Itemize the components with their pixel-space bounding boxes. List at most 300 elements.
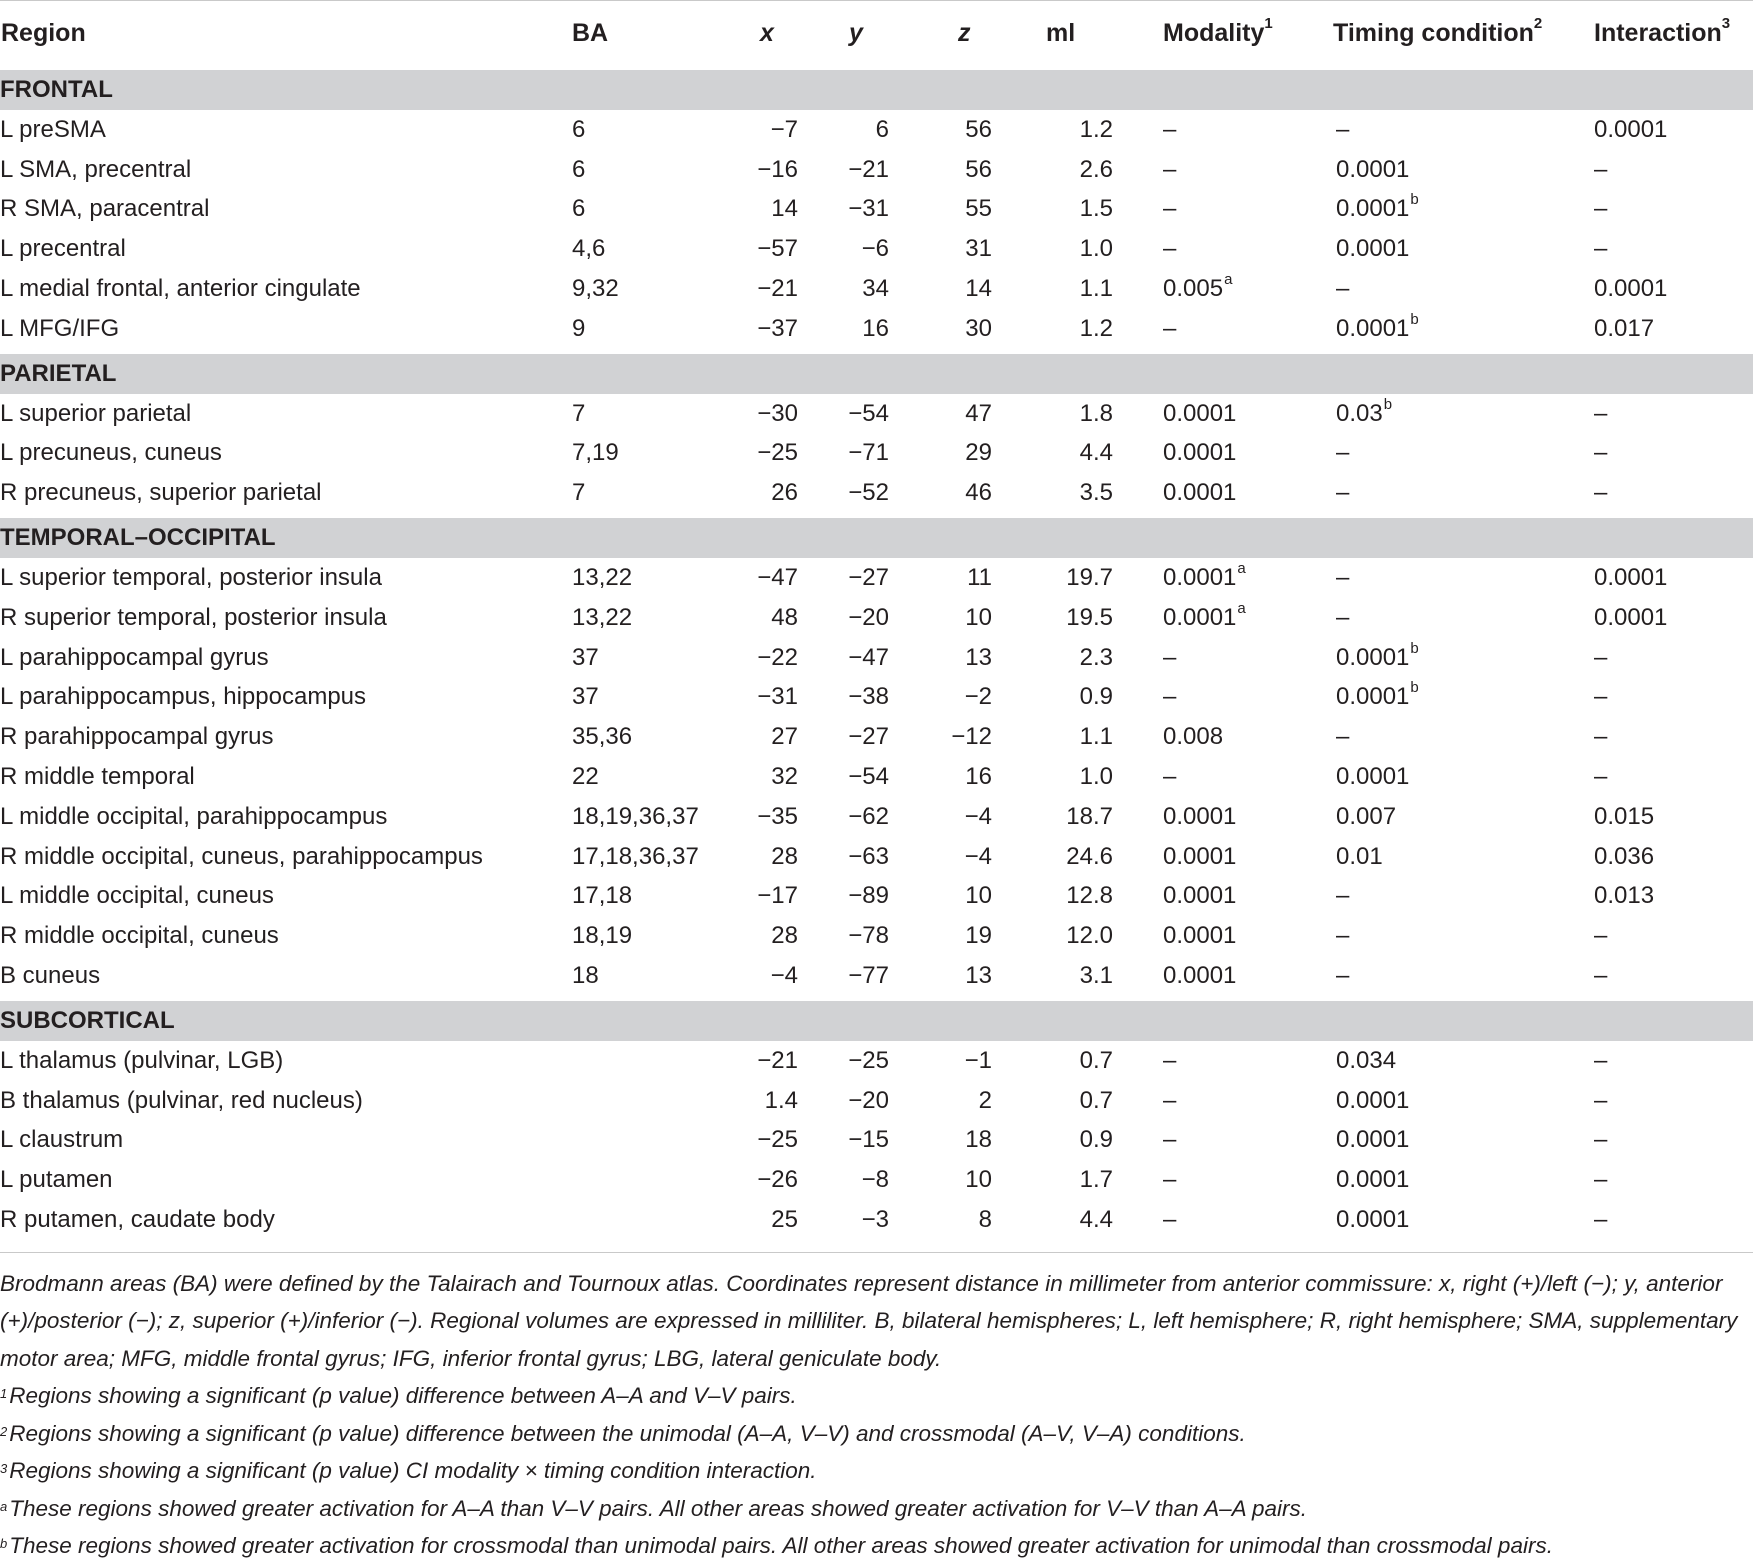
- cell-x: 25: [771, 1206, 798, 1234]
- cell-modality-value: –: [1163, 1086, 1177, 1114]
- cell-z: 14: [965, 275, 992, 303]
- cell-modality-value: 0.0001: [1163, 882, 1237, 910]
- cell-modality: [1146, 190, 1316, 230]
- cell-x: −26: [757, 1166, 798, 1194]
- cell-region: L SMA, precentral: [0, 155, 192, 183]
- cell-timing-value: –: [1336, 603, 1350, 631]
- cell-region: R precuneus, superior parietal: [0, 479, 322, 507]
- cell-ml: 1.7: [1079, 1166, 1113, 1194]
- table-body: [0, 65, 1753, 1240]
- cell-timing: [1316, 678, 1591, 718]
- cell-ba: 6: [572, 195, 586, 223]
- cell-x: 28: [771, 842, 798, 870]
- cell-z: 47: [965, 399, 992, 427]
- cell-timing-footnote-mark: b: [1383, 395, 1393, 413]
- cell-interaction: –: [1594, 1086, 1608, 1114]
- footnote: [0, 1452, 1753, 1490]
- cell-ba: [572, 1041, 722, 1081]
- cell-timing-value: –: [1336, 962, 1350, 990]
- cell-timing-value: 0.0001: [1336, 155, 1410, 183]
- cell-z: 18: [965, 1126, 992, 1154]
- cell-interaction: –: [1594, 763, 1608, 791]
- cell-modality-footnote-mark: a: [1224, 271, 1233, 289]
- cell-modality-value: 0.008: [1163, 723, 1224, 751]
- notes-intro: Brodmann areas (BA) were defined by the Talairach and Tournoux atlas. Coordinates represent distance in millimeter from anterior commissure: x, right (+)/left (−); y, anterior (+)/posterior (−); z, superior (+)/inferior (−). Regional volumes are expressed in milliliter. B, bilateral hemispheres; L, left hemisphere; R, right hemisphere; SMA, supplementary motor area; MFG, middle frontal gyrus; IFG, inferior frontal gyrus; LBG, lateral geniculate body.: [0, 1270, 1738, 1371]
- cell-y: −78: [848, 922, 889, 950]
- cell-modality: [1146, 598, 1316, 638]
- footnote: [0, 1527, 1753, 1565]
- cell-timing-value: 0.0001: [1336, 763, 1410, 791]
- cell-z: 30: [965, 314, 992, 342]
- cell-y: −38: [848, 683, 889, 711]
- cell-timing-value: 0.0001: [1336, 643, 1410, 671]
- cell-ba: 7,19: [572, 439, 619, 467]
- cell-x: −22: [757, 643, 798, 671]
- section-header-row: [0, 70, 1753, 110]
- cell-x: 1.4: [764, 1086, 798, 1114]
- cell-z: −4: [964, 842, 992, 870]
- table-row: [0, 797, 1753, 837]
- footnote: [0, 1377, 1753, 1415]
- header-timing-label: Timing condition: [1333, 18, 1534, 47]
- cell-timing: [1316, 1121, 1591, 1161]
- cell-timing-value: 0.007: [1336, 802, 1397, 830]
- cell-timing-value: –: [1336, 479, 1350, 507]
- cell-modality: [1146, 309, 1316, 349]
- cell-y: −25: [848, 1046, 889, 1074]
- cell-timing: [1316, 190, 1591, 230]
- table-row: [0, 1041, 1753, 1081]
- cell-ml: 18.7: [1066, 802, 1113, 830]
- cell-modality-footnote-mark: a: [1237, 560, 1246, 578]
- cell-timing: [1316, 797, 1591, 837]
- cell-x: −47: [757, 564, 798, 592]
- table-row: [0, 558, 1753, 598]
- cell-modality: [1146, 1081, 1316, 1121]
- cell-modality: [1146, 877, 1316, 917]
- cell-x: 28: [771, 922, 798, 950]
- cell-modality: [1146, 1041, 1316, 1081]
- cell-modality-value: 0.0001: [1163, 399, 1237, 427]
- cell-modality-value: 0.0001: [1163, 802, 1237, 830]
- cell-timing: [1316, 1200, 1591, 1240]
- cell-x: −37: [757, 314, 798, 342]
- cell-timing-value: –: [1336, 882, 1350, 910]
- cell-ml: 1.1: [1079, 723, 1113, 751]
- cell-ml: 3.5: [1079, 479, 1113, 507]
- cell-timing-value: 0.0001: [1336, 235, 1410, 263]
- cell-z: 19: [965, 922, 992, 950]
- cell-modality: [1146, 269, 1316, 309]
- cell-region: R middle temporal: [0, 763, 195, 791]
- cell-region: L thalamus (pulvinar, LGB): [0, 1046, 284, 1074]
- cell-ml: 19.5: [1066, 603, 1113, 631]
- table-row: [0, 1081, 1753, 1121]
- cell-z: 31: [965, 235, 992, 263]
- cell-timing: [1316, 956, 1591, 996]
- footnote: [0, 1415, 1753, 1453]
- cell-modality-value: –: [1163, 115, 1177, 143]
- cell-ba: 7: [572, 479, 586, 507]
- cell-timing-footnote-mark: b: [1410, 191, 1419, 209]
- cell-timing: [1316, 1041, 1591, 1081]
- cell-z: 13: [965, 962, 992, 990]
- cell-timing-value: 0.03: [1336, 399, 1383, 427]
- header-modality: [1146, 1, 1316, 65]
- cell-modality-value: –: [1163, 1126, 1177, 1154]
- cell-modality-value: 0.0001: [1163, 842, 1237, 870]
- table-row: [0, 638, 1753, 678]
- cell-interaction: 0.036: [1594, 842, 1655, 870]
- cell-interaction: –: [1594, 643, 1608, 671]
- section-title: SUBCORTICAL: [0, 1001, 1753, 1041]
- cell-timing-value: 0.0001: [1336, 1206, 1410, 1234]
- table-row: [0, 1160, 1753, 1200]
- cell-timing: [1316, 229, 1591, 269]
- cell-ba: [572, 1081, 722, 1121]
- header-interaction-label: Interaction: [1594, 18, 1722, 47]
- cell-modality-value: –: [1163, 1166, 1177, 1194]
- cell-z: 13: [965, 643, 992, 671]
- cell-x: 48: [771, 603, 798, 631]
- cell-z: 16: [965, 763, 992, 791]
- table-row: [0, 1200, 1753, 1240]
- cell-modality-value: 0.0001: [1163, 922, 1237, 950]
- cell-timing-footnote-mark: b: [1410, 639, 1419, 657]
- cell-interaction: –: [1594, 962, 1608, 990]
- cell-ba: 13,22: [572, 603, 633, 631]
- cell-region: R superior temporal, posterior insula: [0, 603, 387, 631]
- cell-y: −47: [848, 643, 889, 671]
- cell-interaction: 0.0001: [1594, 115, 1668, 143]
- section-header-row: [0, 518, 1753, 558]
- cell-x: −25: [757, 1126, 798, 1154]
- cell-interaction: –: [1594, 1166, 1608, 1194]
- cell-ba: 22: [572, 763, 599, 791]
- footnote-mark: b: [0, 1536, 8, 1552]
- cell-timing-value: 0.0001: [1336, 314, 1410, 342]
- cell-interaction: 0.015: [1594, 802, 1655, 830]
- cell-modality-value: –: [1163, 643, 1177, 671]
- results-table: [0, 1, 1753, 1240]
- cell-region: L middle occipital, parahippocampus: [0, 802, 388, 830]
- cell-region: L preSMA: [0, 115, 106, 143]
- cell-ml: 3.1: [1079, 962, 1113, 990]
- cell-region: B cuneus: [0, 962, 101, 990]
- header-region: Region: [1, 18, 86, 47]
- cell-x: 26: [771, 479, 798, 507]
- cell-region: L parahippocampus, hippocampus: [0, 683, 367, 711]
- cell-interaction: –: [1594, 235, 1608, 263]
- cell-ba: 18,19,36,37: [572, 802, 699, 830]
- cell-y: −63: [848, 842, 889, 870]
- cell-ba: 7: [572, 399, 586, 427]
- footnotes-list: [0, 1377, 1753, 1565]
- cell-y: −27: [848, 564, 889, 592]
- cell-timing-value: 0.0001: [1336, 1126, 1410, 1154]
- cell-region: L superior temporal, posterior insula: [0, 564, 382, 592]
- cell-interaction: –: [1594, 479, 1608, 507]
- cell-z: 11: [967, 564, 992, 592]
- cell-ba: 18: [572, 962, 599, 990]
- header-timing: [1316, 1, 1591, 65]
- cell-modality-value: 0.0001: [1163, 962, 1237, 990]
- cell-timing-value: 0.0001: [1336, 1086, 1410, 1114]
- cell-modality-value: –: [1163, 763, 1177, 791]
- cell-interaction: 0.013: [1594, 882, 1655, 910]
- table-row: [0, 190, 1753, 230]
- cell-modality-value: –: [1163, 235, 1177, 263]
- cell-timing: [1316, 1081, 1591, 1121]
- table-row: [0, 598, 1753, 638]
- cell-modality-footnote-mark: a: [1237, 599, 1246, 617]
- cell-y: 34: [862, 275, 889, 303]
- cell-timing: [1316, 269, 1591, 309]
- cell-modality: [1146, 229, 1316, 269]
- cell-timing-value: –: [1336, 439, 1350, 467]
- cell-modality-value: –: [1163, 314, 1177, 342]
- cell-interaction: 0.017: [1594, 314, 1655, 342]
- table-row: [0, 110, 1753, 150]
- cell-region: L middle occipital, cuneus: [0, 882, 274, 910]
- cell-x: −17: [757, 882, 798, 910]
- cell-y: −6: [861, 235, 889, 263]
- cell-ml: 0.7: [1079, 1046, 1113, 1074]
- cell-modality: [1146, 1160, 1316, 1200]
- cell-ml: 2.3: [1079, 643, 1113, 671]
- table-row: [0, 916, 1753, 956]
- cell-modality: [1146, 717, 1316, 757]
- cell-z: 29: [965, 439, 992, 467]
- footnote-mark: 1: [0, 1386, 8, 1402]
- header-row: [0, 1, 1753, 65]
- cell-modality: [1146, 837, 1316, 877]
- footnote-mark: 2: [0, 1423, 8, 1439]
- header-interaction-footnote-mark: 3: [1721, 14, 1731, 32]
- cell-timing-footnote-mark: b: [1410, 679, 1419, 697]
- table-row: [0, 757, 1753, 797]
- cell-modality: [1146, 110, 1316, 150]
- cell-timing-value: –: [1336, 275, 1350, 303]
- table-row: [0, 150, 1753, 190]
- cell-y: −27: [848, 723, 889, 751]
- cell-timing-value: –: [1336, 564, 1350, 592]
- cell-ml: 0.7: [1079, 1086, 1113, 1114]
- cell-modality-value: –: [1163, 1206, 1177, 1234]
- cell-ml: 1.8: [1079, 399, 1113, 427]
- cell-timing: [1316, 434, 1591, 474]
- cell-y: −15: [848, 1126, 889, 1154]
- cell-interaction: –: [1594, 1126, 1608, 1154]
- table-row: [0, 309, 1753, 349]
- cell-timing: [1316, 473, 1591, 513]
- cell-ba: [572, 1160, 722, 1200]
- cell-timing-value: 0.034: [1336, 1046, 1397, 1074]
- cell-ml: 12.8: [1066, 882, 1113, 910]
- cell-ba: 4,6: [572, 235, 606, 263]
- section-title: PARIETAL: [0, 354, 1753, 394]
- cell-y: −52: [848, 479, 889, 507]
- footnote-text: Regions showing a significant (p value) difference between the unimodal (A–A, V–V) and crossmodal (A–V, V–A) conditions.: [9, 1420, 1246, 1446]
- cell-y: −54: [848, 399, 889, 427]
- cell-timing: [1316, 877, 1591, 917]
- header-modality-footnote-mark: 1: [1264, 14, 1273, 32]
- cell-y: −89: [848, 882, 889, 910]
- cell-ba: 6: [572, 115, 586, 143]
- table-row: [0, 877, 1753, 917]
- cell-ml: 4.4: [1079, 439, 1113, 467]
- table-row: [0, 956, 1753, 996]
- cell-modality: [1146, 150, 1316, 190]
- cell-modality: [1146, 434, 1316, 474]
- cell-timing-value: –: [1336, 922, 1350, 950]
- cell-timing: [1316, 598, 1591, 638]
- cell-y: −71: [848, 439, 889, 467]
- cell-x: 27: [771, 723, 798, 751]
- cell-timing-value: –: [1336, 723, 1350, 751]
- cell-x: −31: [757, 683, 798, 711]
- cell-modality-value: 0.0001: [1163, 479, 1237, 507]
- cell-ba: [572, 1200, 722, 1240]
- section-title: TEMPORAL–OCCIPITAL: [0, 518, 1753, 558]
- cell-x: −21: [757, 275, 798, 303]
- cell-y: −3: [861, 1206, 889, 1234]
- cell-timing: [1316, 717, 1591, 757]
- cell-ba: 17,18,36,37: [572, 842, 699, 870]
- cell-timing: [1316, 916, 1591, 956]
- cell-modality-value: –: [1163, 155, 1177, 183]
- table-row: [0, 837, 1753, 877]
- cell-interaction: 0.0001: [1594, 603, 1668, 631]
- table-row: [0, 434, 1753, 474]
- cell-modality-value: 0.0001: [1163, 564, 1237, 592]
- cell-modality: [1146, 797, 1316, 837]
- footnote-mark: a: [0, 1498, 8, 1514]
- cell-x: −57: [757, 235, 798, 263]
- header-z: z: [958, 18, 971, 47]
- footnote-text: Regions showing a significant (p value) CI modality × timing condition interaction.: [9, 1458, 817, 1484]
- cell-region: L precentral: [0, 235, 126, 263]
- cell-z: 10: [965, 1166, 992, 1194]
- cell-modality: [1146, 916, 1316, 956]
- cell-ba: [572, 1121, 722, 1161]
- cell-ml: 24.6: [1066, 842, 1113, 870]
- cell-region: R middle occipital, cuneus, parahippocampus: [0, 842, 483, 870]
- cell-timing: [1316, 837, 1591, 877]
- cell-region: R SMA, paracentral: [0, 195, 210, 223]
- cell-ml: 1.2: [1079, 115, 1113, 143]
- cell-timing: [1316, 558, 1591, 598]
- cell-timing-value: 0.0001: [1336, 195, 1410, 223]
- cell-x: −25: [757, 439, 798, 467]
- cell-modality-value: –: [1163, 683, 1177, 711]
- cell-x: −35: [757, 802, 798, 830]
- cell-modality: [1146, 638, 1316, 678]
- cell-timing: [1316, 150, 1591, 190]
- cell-modality-value: –: [1163, 195, 1177, 223]
- cell-ml: 1.0: [1079, 763, 1113, 791]
- cell-x: −7: [770, 115, 798, 143]
- cell-interaction: 0.0001: [1594, 564, 1668, 592]
- table-row: [0, 269, 1753, 309]
- table-row: [0, 717, 1753, 757]
- cell-z: 8: [978, 1206, 992, 1234]
- cell-ml: 0.9: [1079, 1126, 1113, 1154]
- cell-region: R putamen, caudate body: [0, 1206, 275, 1234]
- cell-timing-footnote-mark: b: [1410, 310, 1419, 328]
- cell-y: −8: [861, 1166, 889, 1194]
- cell-timing-value: 0.0001: [1336, 1166, 1410, 1194]
- cell-x: 32: [771, 763, 798, 791]
- cell-interaction: –: [1594, 1206, 1608, 1234]
- footnote-text: These regions showed greater activation for A–A than V–V pairs. All other areas showed greater activation for V–V than A–A pairs.: [9, 1495, 1308, 1521]
- cell-modality: [1146, 757, 1316, 797]
- cell-region: L MFG/IFG: [0, 314, 120, 342]
- cell-modality: [1146, 956, 1316, 996]
- cell-modality-value: 0.0001: [1163, 439, 1237, 467]
- cell-timing: [1316, 757, 1591, 797]
- cell-region: L superior parietal: [0, 399, 192, 427]
- cell-x: −16: [757, 155, 798, 183]
- cell-ba: 9: [572, 314, 586, 342]
- cell-timing: [1316, 309, 1591, 349]
- cell-ml: 1.0: [1079, 235, 1113, 263]
- table-notes: [0, 1253, 1753, 1565]
- cell-ba: 37: [572, 683, 599, 711]
- cell-ba: 35,36: [572, 723, 633, 751]
- cell-y: −20: [848, 603, 889, 631]
- table-row: [0, 1121, 1753, 1161]
- cell-timing: [1316, 638, 1591, 678]
- cell-ml: 1.5: [1079, 195, 1113, 223]
- cell-z: −4: [964, 802, 992, 830]
- cell-region: L claustrum: [0, 1126, 124, 1154]
- cell-z: −1: [964, 1046, 992, 1074]
- cell-ba: 17,18: [572, 882, 633, 910]
- cell-interaction: –: [1594, 1046, 1608, 1074]
- cell-x: −21: [757, 1046, 798, 1074]
- cell-ba: 9,32: [572, 275, 619, 303]
- cell-interaction: –: [1594, 922, 1608, 950]
- cell-ml: 2.6: [1079, 155, 1113, 183]
- cell-region: L medial frontal, anterior cingulate: [0, 275, 361, 303]
- header-y: y: [849, 18, 863, 47]
- cell-modality: [1146, 558, 1316, 598]
- table-row: [0, 678, 1753, 718]
- cell-z: 56: [965, 115, 992, 143]
- table-row: [0, 229, 1753, 269]
- cell-y: 6: [875, 115, 889, 143]
- cell-y: −21: [848, 155, 889, 183]
- cell-region: L parahippocampal gyrus: [0, 643, 269, 671]
- header-timing-footnote-mark: 2: [1533, 14, 1543, 32]
- cell-interaction: –: [1594, 195, 1608, 223]
- cell-ba: 18,19: [572, 922, 633, 950]
- cell-y: −62: [848, 802, 889, 830]
- cell-timing-value: –: [1336, 115, 1350, 143]
- cell-region: B thalamus (pulvinar, red nucleus): [0, 1086, 363, 1114]
- cell-z: 46: [965, 479, 992, 507]
- table-row: [0, 473, 1753, 513]
- cell-y: 16: [862, 314, 889, 342]
- header-x: x: [760, 18, 774, 47]
- footnote-text: Regions showing a significant (p value) difference between A–A and V–V pairs.: [9, 1383, 797, 1409]
- cell-ml: 4.4: [1079, 1206, 1113, 1234]
- cell-z: −2: [964, 683, 992, 711]
- cell-interaction: –: [1594, 155, 1608, 183]
- cell-z: 10: [965, 882, 992, 910]
- header-interaction: [1591, 1, 1753, 65]
